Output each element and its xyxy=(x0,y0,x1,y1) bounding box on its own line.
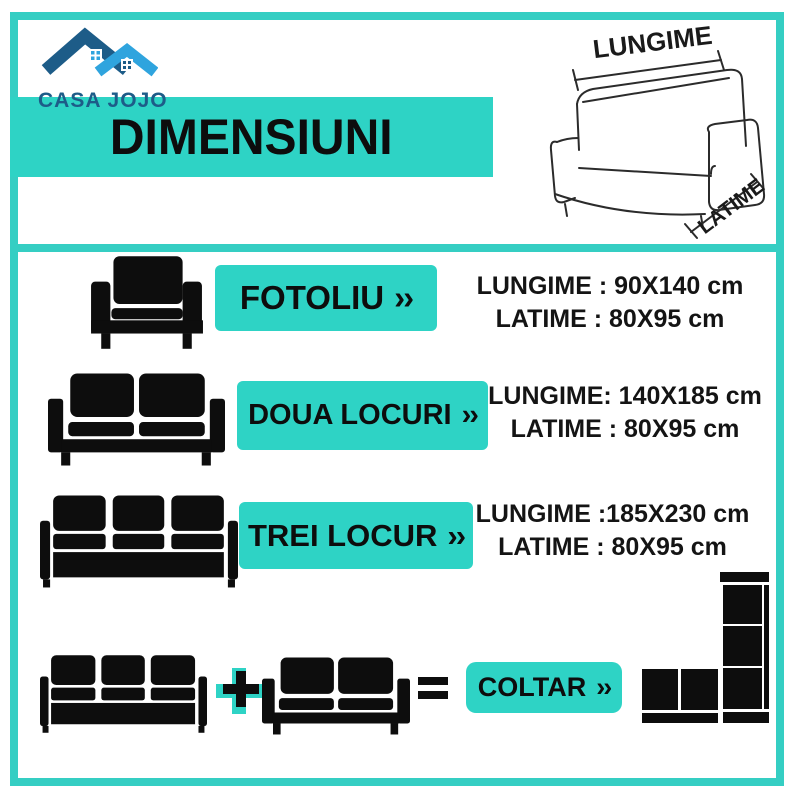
dims-fotoliu xyxy=(445,270,775,336)
sofa-sketch xyxy=(505,16,780,246)
dims-trei-locur xyxy=(455,498,770,564)
page-title: DIMENSIUNI xyxy=(110,109,393,165)
dim-line: LATIME : 80X95 cm xyxy=(495,305,725,333)
double-chevron-icon: ›› xyxy=(447,517,465,553)
double-chevron-icon: ›› xyxy=(394,279,413,316)
double-chevron-icon: ›› xyxy=(596,672,611,702)
three-seat-sofa-icon xyxy=(40,650,207,738)
size-label-fotoliu: FOTOLIU ›› xyxy=(215,265,437,331)
plus-icon xyxy=(216,668,262,714)
two-seat-sofa-icon xyxy=(262,656,410,736)
dim-line: LATIME : 80X95 cm xyxy=(498,533,727,561)
corner-sofa-icon xyxy=(642,572,769,723)
two-roofs-house-icon xyxy=(38,24,158,82)
length-label: LUNGIME xyxy=(591,19,714,65)
equals-icon xyxy=(418,677,448,699)
dim-line: LUNGIME : 90X140 cm xyxy=(476,272,744,300)
dim-line: LUNGIME :185X230 cm xyxy=(475,500,750,528)
size-label-doua-locuri: DOUA LOCURI ›› xyxy=(237,381,488,450)
brand-name: CASA JOJO xyxy=(38,89,168,112)
armchair-icon xyxy=(88,256,205,349)
brand-logo xyxy=(38,24,218,113)
size-label-coltar: COLTAR ›› xyxy=(466,662,622,713)
two-seat-sofa-icon xyxy=(48,373,225,466)
double-chevron-icon: ›› xyxy=(461,399,477,431)
dim-line: LATIME : 80X95 cm xyxy=(510,415,740,443)
sizes-panel xyxy=(10,244,784,786)
dims-doua-locuri xyxy=(470,380,780,446)
width-label: LATIME xyxy=(693,174,769,239)
three-seat-sofa-icon xyxy=(40,495,238,588)
size-label-trei-locur: TREI LOCUR ›› xyxy=(239,502,473,569)
dim-line: LUNGIME: 140X185 cm xyxy=(488,382,762,410)
